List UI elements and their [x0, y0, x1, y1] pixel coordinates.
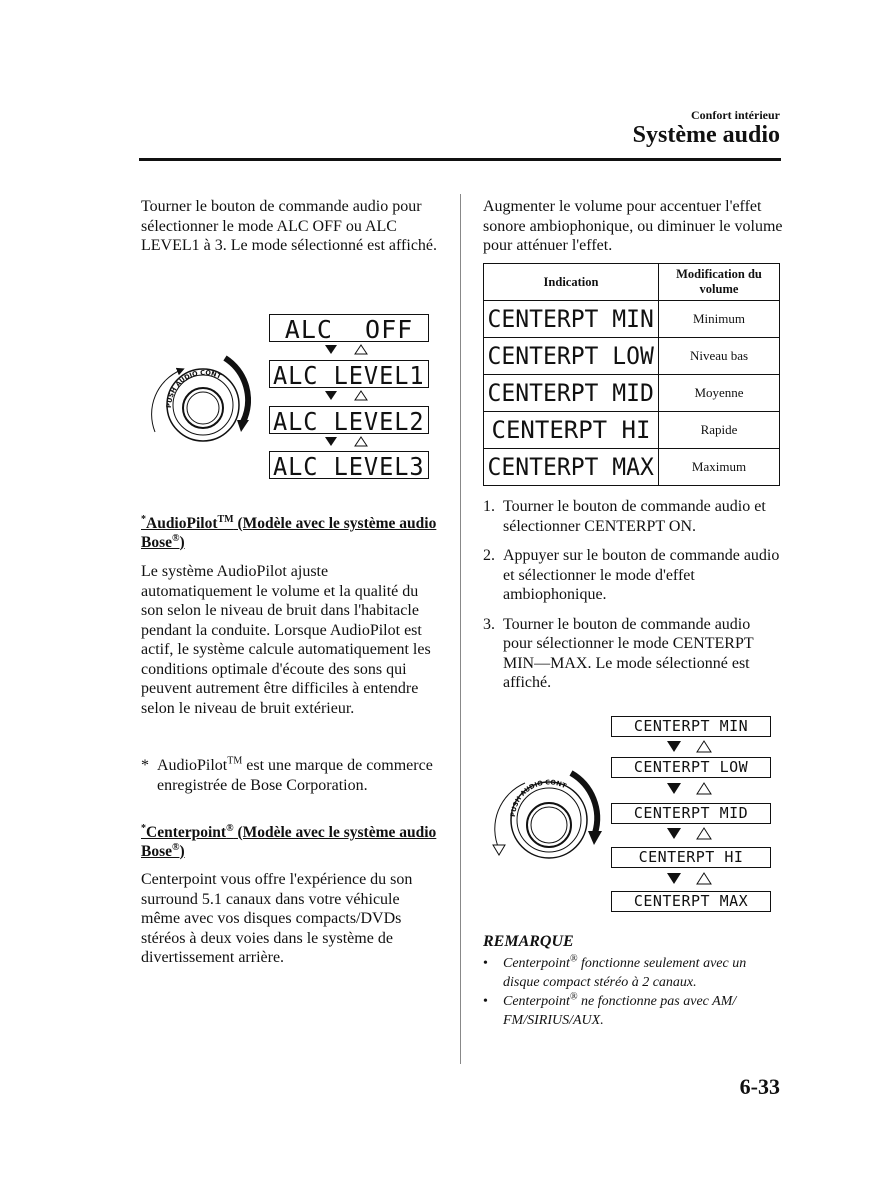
header-rule — [139, 158, 781, 161]
audiopilot-body: Le système AudioPilot ajuste automatiquement le volume et la qualité du son selon le niveau de bruit dans l'habitacle pendant la conduite. Lorsque AudioPilot est actif, le système calcule automatiquement les conditions optimale d'écoute des sons qui peuvent autrement être difficiles à entendre selon le niveau de bruit extérieur. — [141, 563, 431, 717]
list-item: 1. Tourner le bouton de commande audio et sélectionner CENTERPT ON. — [483, 498, 766, 535]
alc-display-level2: ALC LEVEL2 — [269, 406, 429, 434]
volume-intro-paragraph: Augmenter le volume pour accentuer l'effet sonore ambiophonique, ou diminuer le volume pour atténuer l'effet. — [483, 198, 783, 254]
table-cell-display: CENTERPT MAX — [484, 449, 659, 486]
centerpoint-display-min: CENTERPT MIN — [611, 716, 771, 737]
arrow-pair-icon — [321, 435, 381, 449]
audiopilot-heading: *AudioPilot™ (Modèle avec le système audio Bose®) — [141, 513, 437, 551]
table-cell-value: Maximum — [659, 449, 780, 486]
alc-display-level1: ALC LEVEL1 — [269, 360, 429, 388]
knob-label: PUSH AUDIO CONT — [164, 368, 223, 409]
centerpoint-display-hi: CENTERPT HI — [611, 847, 771, 868]
table-row — [484, 449, 780, 486]
table-cell-display: CENTERPT MID — [484, 375, 659, 412]
centerpoint-figure — [483, 712, 783, 917]
list-item: • Centerpoint® ne fonctionne pas avec AM/ FM/SIRIUS/AUX. — [483, 991, 737, 1028]
audio-knob-icon — [141, 350, 251, 450]
page-title: Système audio — [632, 122, 780, 148]
centerpoint-body: Centerpoint vous offre l'expérience du son surround 5.1 canaux dans votre véhicule même avec vos disques compacts/DVDs stéréos à deux voies dans le système de divertissement arrière. — [141, 871, 413, 966]
alc-display-off: ALC OFF — [269, 314, 429, 342]
arrow-pair-icon — [663, 871, 723, 887]
remarque-title: REMARQUE — [483, 933, 574, 950]
table-header-volume: Modification du volume — [659, 264, 780, 301]
section-label: Confort intérieur — [691, 108, 780, 122]
centerpoint-heading: *Centerpoint® (Modèle avec le système audio Bose®) — [141, 822, 437, 860]
table-row — [484, 412, 780, 449]
list-item: 3. Tourner le bouton de commande audio pour sélectionner le mode CENTERPT MIN―MAX. Le mode sélectionné est affiché. — [483, 615, 754, 691]
remarque-notes — [483, 954, 779, 1030]
list-item: • Centerpoint® fonctionne seulement avec un disque compact stéréo à 2 canaux. — [483, 953, 747, 990]
table-cell-display: CENTERPT LOW — [484, 338, 659, 375]
arrow-pair-icon — [663, 739, 723, 755]
audio-knob-icon — [483, 767, 605, 867]
table-cell-value: Niveau bas — [659, 338, 780, 375]
alc-intro-paragraph: Tourner le bouton de commande audio pour sélectionner le mode ALC OFF ou ALC LEVEL1 à 3. Le mode sélectionné est affiché. — [141, 198, 438, 254]
table-cell-display: CENTERPT HI — [484, 412, 659, 449]
alc-figure — [141, 310, 441, 485]
centerpoint-volume-table — [483, 263, 780, 486]
arrow-pair-icon — [663, 781, 723, 797]
table-cell-value: Rapide — [659, 412, 780, 449]
page-number: 6-33 — [739, 1074, 780, 1099]
arrow-pair-icon — [663, 826, 723, 842]
table-cell-display: CENTERPT MIN — [484, 301, 659, 338]
table-row — [484, 338, 780, 375]
audiopilot-footnote: * AudioPilot™ est une marque de commerce enregistrée de Bose Corporation. — [141, 755, 433, 794]
column-divider — [460, 194, 461, 1064]
centerpoint-display-low: CENTERPT LOW — [611, 757, 771, 778]
table-row — [484, 301, 780, 338]
alc-display-level3: ALC LEVEL3 — [269, 451, 429, 479]
table-cell-value: Moyenne — [659, 375, 780, 412]
table-cell-value: Minimum — [659, 301, 780, 338]
table-header-indication: Indication — [484, 264, 659, 301]
arrow-pair-icon — [321, 389, 381, 403]
knob-label: PUSH AUDIO CONT — [508, 778, 568, 818]
table-row — [484, 375, 780, 412]
list-item: 2. Appuyer sur le bouton de commande audio et sélectionner le mode d'effet ambiophonique. — [483, 547, 780, 603]
centerpoint-display-mid: CENTERPT MID — [611, 803, 771, 824]
arrow-pair-icon — [321, 343, 381, 357]
centerpoint-display-max: CENTERPT MAX — [611, 891, 771, 912]
steps-list — [483, 497, 783, 703]
